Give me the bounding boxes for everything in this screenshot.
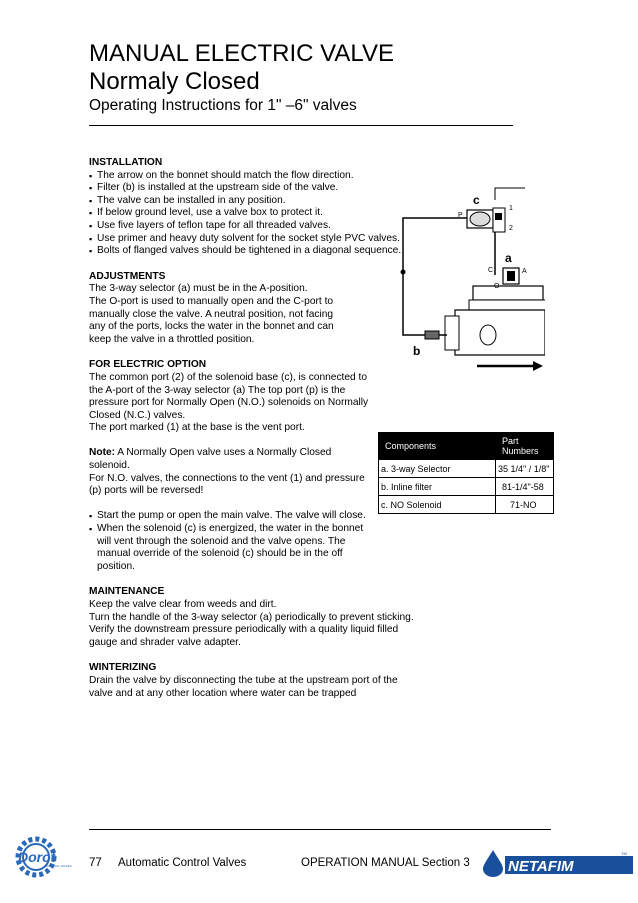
winterizing-heading: WINTERIZING xyxy=(89,662,157,674)
component-cell: c. NO Solenoid xyxy=(379,496,496,514)
table-row xyxy=(379,478,554,496)
maintenance-heading: MAINTENANCE xyxy=(89,586,165,598)
list-item: ▪ Use primer and heavy duty solvent for the socket style PVC valves. xyxy=(89,233,419,246)
maintenance-line1: Keep the valve clear from weeds and dirt. xyxy=(89,599,277,610)
list-item: ▪ Start the pump or open the main valve. The valve will close. xyxy=(89,510,374,523)
valve-bonnet xyxy=(473,286,543,300)
label-O: O xyxy=(494,283,500,290)
list-item: ▪ Use five layers of teflon tape for all threaded valves. xyxy=(89,220,419,233)
adjustments-section xyxy=(89,271,339,347)
footer-page-number: 77 xyxy=(89,857,102,869)
footer-divider xyxy=(89,829,551,830)
electric-bullets xyxy=(89,510,374,573)
list-item: ▪ When the solenoid (c) is energized, the water in the bonnet will vent through the solenoid and the valve opens. The manual override of the solenoid (c) should be in the off position. xyxy=(89,523,374,573)
page-title-line1: MANUAL ELECTRIC VALVE xyxy=(89,40,394,67)
maintenance-line3: Verify the downstream pressure periodically with a quality liquid filled gauge and shrader valve adapter. xyxy=(89,624,399,648)
water-drop-icon xyxy=(483,850,503,877)
label-1: 1 xyxy=(509,205,513,212)
inline-filter xyxy=(425,331,439,339)
maintenance-line2: Turn the handle of the 3-way selector (a) periodically to prevent sticking. xyxy=(89,611,414,623)
label-A: A xyxy=(522,268,527,275)
part-number-cell: 81-1/4"-58 xyxy=(496,478,554,496)
column-header-components: Components xyxy=(379,433,496,460)
part-number-cell: 71-NO xyxy=(496,496,554,514)
winterizing-section xyxy=(89,662,419,700)
list-item: ▪ The arrow on the bonnet should match the flow direction. xyxy=(89,170,419,183)
label-2: 2 xyxy=(509,225,513,232)
page-subtitle: Operating Instructions for 1" –6" valves xyxy=(89,97,357,114)
electric-heading: FOR ELECTRIC OPTION xyxy=(89,359,207,371)
header-divider xyxy=(89,125,513,126)
valve-diagram xyxy=(385,180,545,380)
electric-paragraph1: The common port (2) of the solenoid base (c), is connected to the A-port of the 3-way selector (a) The top port (p) is the pressure port for Normally Open (N.O.) solenoids on Normally Closed (N.C.) valves. xyxy=(89,371,369,421)
note-label: Note: xyxy=(89,447,116,459)
list-item: ▪ Filter (b) is installed at the upstream side of the valve. xyxy=(89,182,419,195)
electric-paragraph2: The port marked (1) at the base is the vent port. xyxy=(89,422,305,434)
valve-body xyxy=(455,310,545,355)
table-header-row xyxy=(379,433,554,460)
dorot-logo xyxy=(12,833,76,883)
table-row xyxy=(379,496,554,514)
svg-text:CONTROL VALVES: CONTROL VALVES xyxy=(45,864,72,868)
footer-section-right: OPERATION MANUAL Section 3 xyxy=(301,857,470,869)
part-number-cell: 35 1/4" / 1/8" xyxy=(496,460,554,478)
list-item: ▪ The valve can be installed in any position. xyxy=(89,195,419,208)
adjustments-line1: The 3-way selector (a) must be in the A-position. xyxy=(89,283,308,295)
maintenance-section xyxy=(89,586,419,649)
page-title-line2: Normaly Closed xyxy=(89,68,260,95)
installation-section xyxy=(89,157,419,258)
label-C: C xyxy=(488,267,494,274)
solenoid-cap xyxy=(470,212,490,226)
adjustments-heading: ADJUSTMENTS xyxy=(89,270,166,282)
installation-list xyxy=(89,170,419,258)
svg-text:Dorot: Dorot xyxy=(18,849,56,865)
label-c: c xyxy=(473,193,480,207)
column-header-part-numbers: Part Numbers xyxy=(496,433,554,460)
instructions-body xyxy=(89,157,419,713)
electric-note xyxy=(89,447,374,472)
note-text: A Normally Open valve uses a Normally Closed solenoid. xyxy=(89,447,332,472)
label-p: P xyxy=(458,212,463,219)
list-item: ▪ Bolts of flanged valves should be tightened in a diagonal sequence. xyxy=(89,245,419,258)
tube-joint xyxy=(401,270,406,275)
footer-section-left: Automatic Control Valves xyxy=(118,857,247,869)
electric-note-p2: For N.O. valves, the connections to the vent (1) and pressure (p) ports will be reversed! xyxy=(89,472,365,497)
parts-table xyxy=(378,432,554,514)
label-a: a xyxy=(505,251,512,265)
winterizing-text: Drain the valve by disconnecting the tube at the upstream port of the valve and at any other location where water can be trapped xyxy=(89,674,398,699)
installation-heading: INSTALLATION xyxy=(89,157,163,168)
svg-text:TM: TM xyxy=(621,851,627,856)
vent-tube xyxy=(495,188,525,200)
label-b: b xyxy=(413,344,421,358)
netafim-logo xyxy=(475,848,635,878)
component-cell: b. Inline filter xyxy=(379,478,496,496)
adjustments-line2: The O-port is used to manually open and the C-port to manually close the valve. A neutral position, not facing any of the ports, locks the water in the bonnet and can keep the valve in a throttled position. xyxy=(89,295,334,345)
list-item: ▪ If below ground level, use a valve box to protect it. xyxy=(89,207,419,220)
svg-text:NETAFIM: NETAFIM xyxy=(508,858,574,875)
component-cell: a. 3-way Selector xyxy=(379,460,496,478)
table-row xyxy=(379,460,554,478)
electric-section xyxy=(89,359,374,573)
